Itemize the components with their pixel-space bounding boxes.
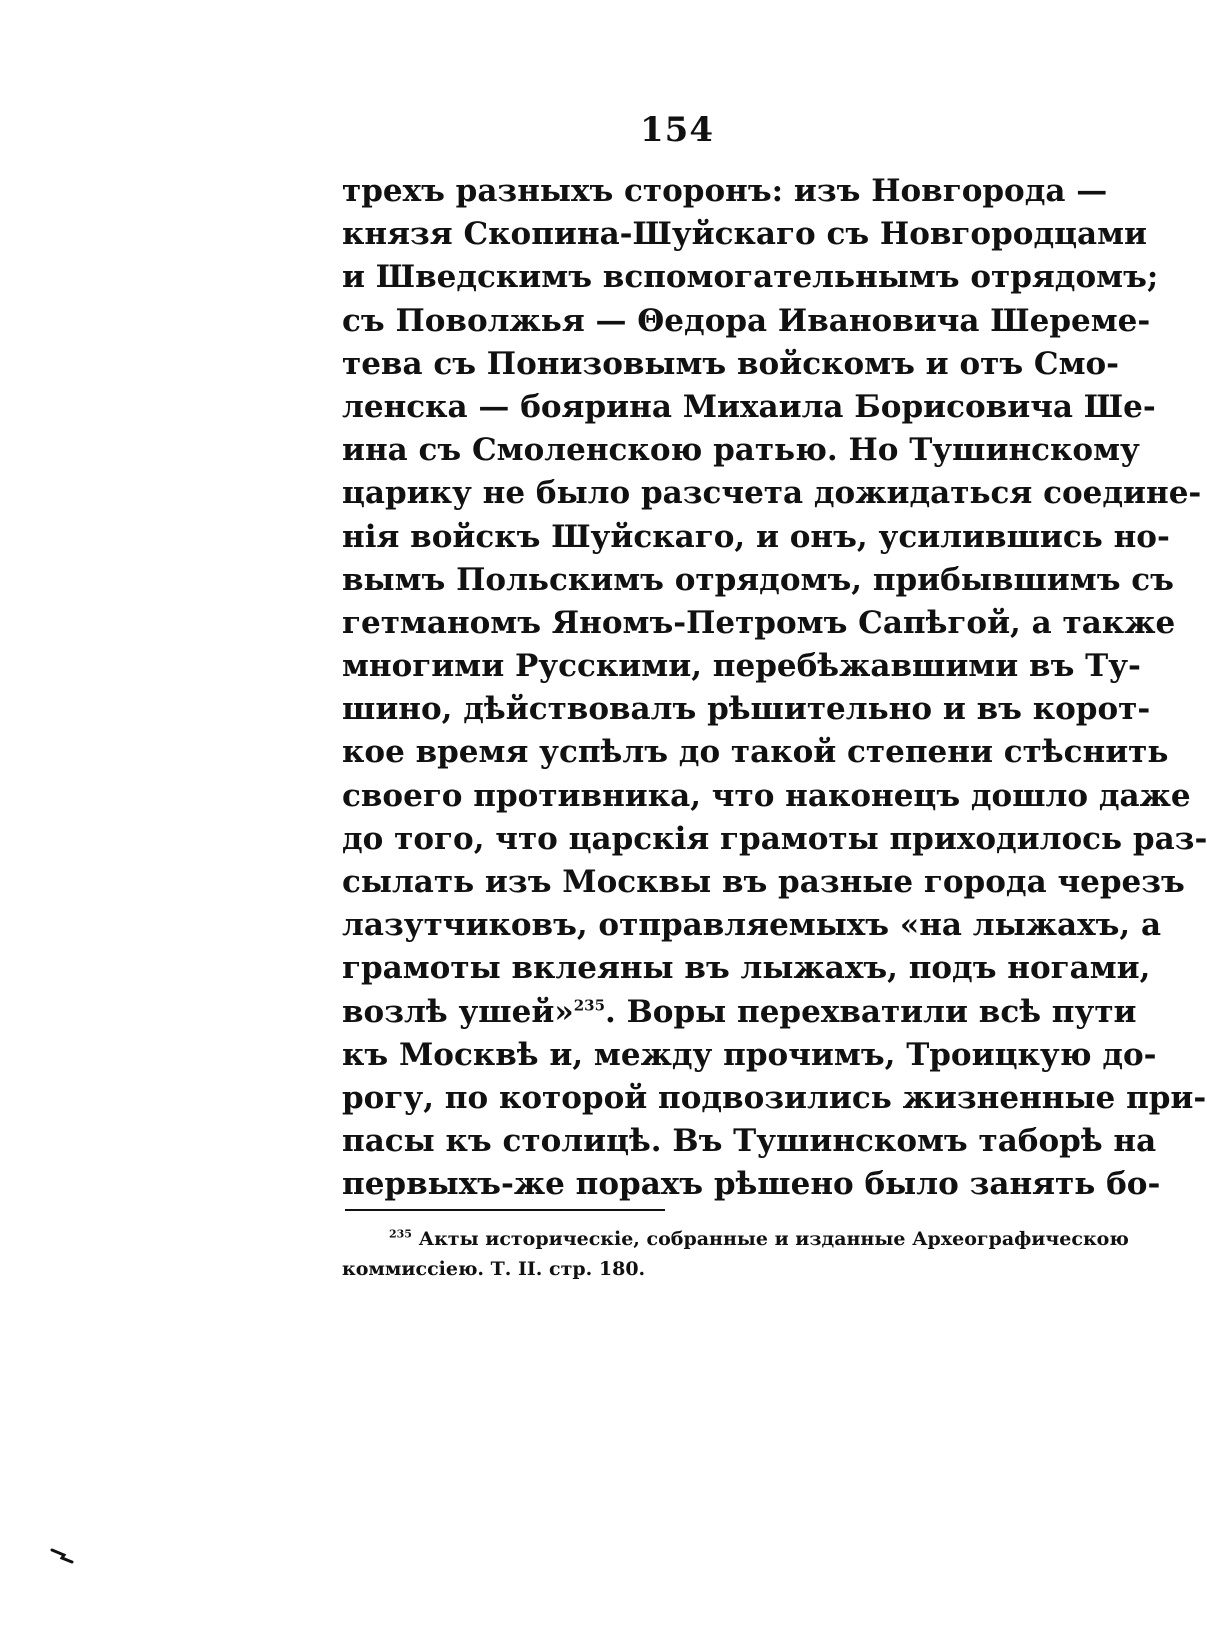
body-text	[342, 170, 1207, 1207]
text-line: съ Поволжья — Θедора Ивановича Шереме-	[342, 302, 1151, 339]
text-line: грамоты вклеяны въ лыжахъ, подъ ногами,	[342, 950, 1151, 987]
text-line: первыхъ-же порахъ рѣшено было занять бо-	[342, 1166, 1161, 1203]
text-line: гетманомъ Яномъ-Петромъ Сапѣгой, а также	[342, 604, 1176, 641]
text-line: вымъ Польскимъ отрядомъ, прибывшимъ съ	[342, 561, 1174, 598]
footnote-reference: 235	[573, 996, 606, 1015]
footnote	[342, 1224, 1129, 1284]
text-line: лазутчиковъ, отправляемыхъ «на лыжахъ, а	[342, 907, 1162, 944]
footnote-line: коммиссіею. Т. II. стр. 180.	[342, 1258, 646, 1280]
text-line: царику не было разсчета дожидаться соедине-	[342, 475, 1202, 512]
text-line: кое время успѣлъ до такой степени стѣснить	[342, 734, 1169, 771]
text-line: нія войскъ Шуйскаго, и онъ, усилившись но-	[342, 518, 1170, 555]
text-line: тева съ Понизовымъ войскомъ и отъ Смо-	[342, 345, 1120, 382]
text-line: своего противника, что наконецъ дошло даже	[342, 777, 1191, 814]
footnote-marker: 235	[389, 1227, 412, 1241]
text-line: ина съ Смоленскою ратью. Но Тушинскому	[342, 432, 1140, 469]
text-segment: . Воры перехватили всѣ пути	[605, 993, 1137, 1030]
text-line: рогу, по которой подвозились жизненные при-	[342, 1079, 1207, 1116]
text-line: многими Русскими, перебѣжавшими въ Ту-	[342, 648, 1141, 685]
text-line: шино, дѣйствовалъ рѣшительно и въ корот-	[342, 691, 1151, 728]
footnote-text: Акты историческіе, собранные и изданные Археографическою	[418, 1228, 1129, 1250]
text-line: къ Москвѣ и, между прочимъ, Троицкую до-	[342, 1036, 1157, 1073]
text-line-with-footnote-ref	[342, 991, 1137, 1034]
ink-mark	[50, 1546, 80, 1566]
text-line: ленска — боярина Михаила Борисовича Ше-	[342, 388, 1156, 425]
page-number: 154	[640, 110, 714, 150]
text-line: трехъ разныхъ сторонъ: изъ Новгорода —	[342, 173, 1108, 209]
footnote-line	[342, 1224, 1129, 1254]
text-line: и Шведскимъ вспомогательнымъ отрядомъ;	[342, 259, 1159, 296]
text-line: до того, что царскія грамоты приходилось раз-	[342, 820, 1207, 857]
text-line: сылать изъ Москвы въ разные города черезъ	[342, 864, 1185, 900]
text-line: пасы къ столицѣ. Въ Тушинскомъ таборѣ на	[342, 1123, 1157, 1160]
footnote-separator	[345, 1209, 665, 1211]
text-line: князя Скопина-Шуйскаго съ Новгородцами	[342, 216, 1148, 253]
text-segment: возлѣ ушей»	[342, 993, 574, 1030]
